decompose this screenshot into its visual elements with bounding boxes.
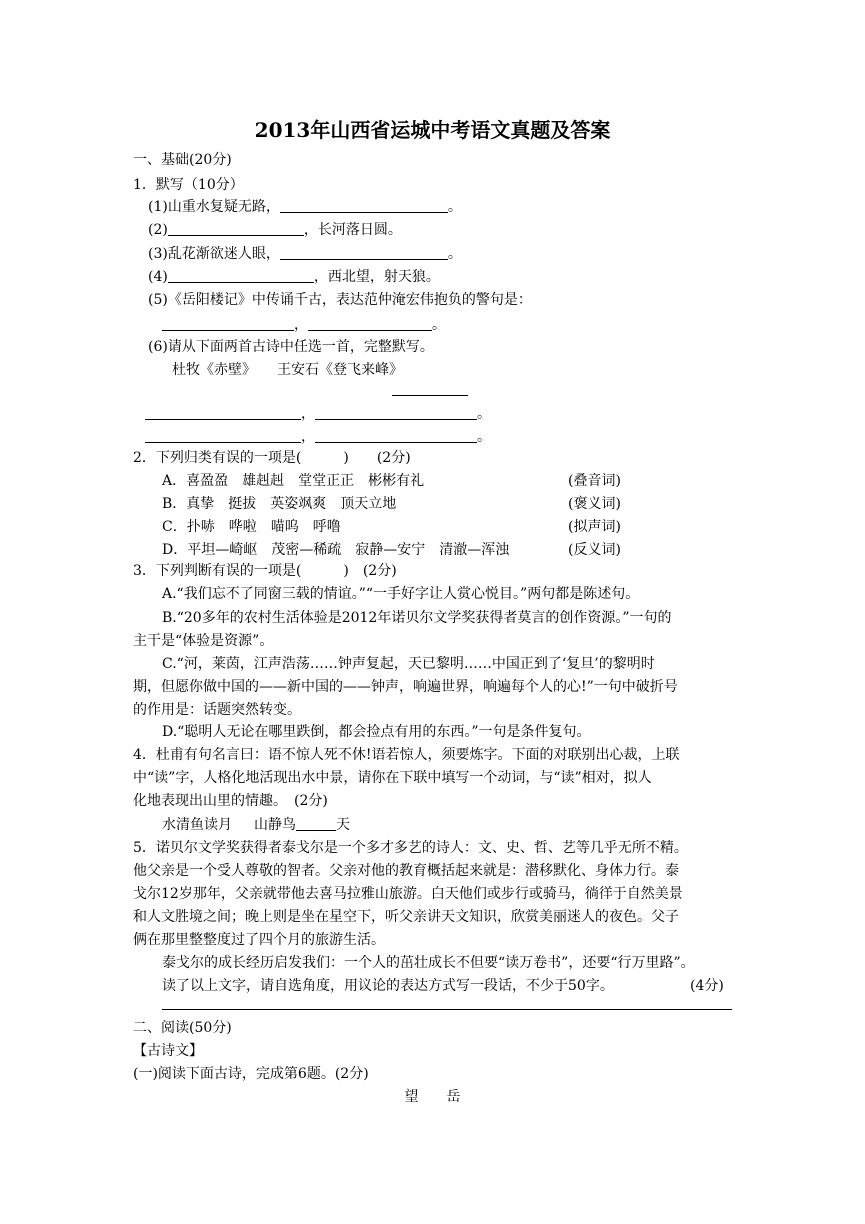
q1-item-6: (6)请从下面两首古诗中任选一首，完整默写。 xyxy=(148,339,434,355)
q4-line-2: 中“读”字，人格化地活现出水中景，请你在下联中填写一个动词，与“读”相对，拟人 xyxy=(133,770,652,786)
fill-blank[interactable] xyxy=(296,816,336,831)
q1-item-6-poems: 杜牧《赤壁》 王安石《登飞来峰》 xyxy=(172,362,403,378)
q4-line-3: 化地表现出山里的情趣。 (2分) xyxy=(133,793,328,809)
q5-line-1: 5．诺贝尔文学奖获得者泰戈尔是一个多才多艺的诗人：文、史、哲、艺等几乎无所不精。 xyxy=(133,840,688,856)
couplet-lower-start: 山静鸟 xyxy=(254,817,296,833)
q1-item-4 xyxy=(148,267,440,287)
q2-option-b-tag: (褒义词) xyxy=(568,496,621,512)
q4-line-1: 4．杜甫有句名言曰：语不惊人死不休!语若惊人，须要炼字。下面的对联别出心裁，上联 xyxy=(133,747,680,763)
fill-blank[interactable] xyxy=(392,381,468,396)
q3-option-b-line-2: 主干是“体验是资源”。 xyxy=(133,633,274,649)
q1-item-3-text: (3)乱花渐欲迷人眼， xyxy=(148,246,280,262)
fill-blank[interactable] xyxy=(280,245,448,260)
q1-item-2 xyxy=(148,220,402,240)
q1-item-1-text: (1)山重水复疑无路， xyxy=(148,199,280,215)
q1-item-2-num: (2) xyxy=(148,222,168,238)
fill-blank[interactable] xyxy=(145,428,301,443)
q3-heading: 3．下列判断有误的一项是( ) (2分) xyxy=(133,563,397,579)
section-2-heading: 二、阅读(50分) xyxy=(133,1020,232,1036)
q1-item-1 xyxy=(148,197,462,217)
couplet-upper: 水清鱼读月 xyxy=(162,817,232,833)
q5-line-4: 和人文胜境之间；晚上则是坐在星空下，听父亲讲天文知识，欣赏美丽迷人的夜色。父子 xyxy=(133,909,679,925)
section-2-part-1: (一)阅读下面古诗，完成第6题。(2分) xyxy=(133,1066,369,1082)
couplet-lower-end: 天 xyxy=(336,817,350,833)
comma: ， xyxy=(301,406,315,422)
q1-heading: 1．默写（10分） xyxy=(133,177,244,193)
q3-option-c-line-3: 的作用是：话题突然转变。 xyxy=(133,702,301,718)
fill-blank[interactable] xyxy=(168,268,314,283)
fill-blank[interactable] xyxy=(162,316,294,331)
q1-item-5: (5)《岳阳楼记》中传诵千古，表达范仲淹宏伟抱负的警句是： xyxy=(148,292,532,308)
q5-line-5: 俩在那里整整度过了四个月的旅游生活。 xyxy=(133,932,385,948)
comma: ， xyxy=(294,317,308,333)
poem-title: 望 岳 xyxy=(404,1089,461,1105)
q1-item-3 xyxy=(148,244,462,264)
q5-line-3: 戈尔12岁那年，父亲就带他去喜马拉雅山旅游。白天他们或步行或骑马，徜徉于自然美景 xyxy=(133,886,683,902)
q1-item-1-end: 。 xyxy=(447,199,462,215)
fill-blank[interactable] xyxy=(280,198,448,213)
q5-score: (4分) xyxy=(690,978,724,994)
poem-line-2 xyxy=(145,427,491,447)
q2-option-d: D．平坦—崎岖 茂密—稀疏 寂静—安宁 清澈—浑浊 xyxy=(162,542,510,558)
q2-option-c-tag: (拟声词) xyxy=(568,519,621,535)
period: 。 xyxy=(477,429,491,445)
q5-line-7: 读了以上文字，请自选角度，用议论的表达方式写一段话，不少于50字。 xyxy=(162,978,614,994)
q3-option-a: A.“我们忘不了同窗三载的情谊。”“一手好字让人赏心悦目。”两句都是陈述句。 xyxy=(162,586,640,602)
q2-option-c: C．扑哧 哗啦 喵呜 呼噜 xyxy=(162,519,341,535)
q2-option-d-tag: (反义词) xyxy=(568,542,621,558)
q1-item-2-text: ，长河落日圆。 xyxy=(303,222,402,238)
section-2-subheading: 【古诗文】 xyxy=(133,1043,203,1059)
fill-blank[interactable] xyxy=(315,405,477,420)
fill-blank[interactable] xyxy=(315,428,477,443)
q3-option-c-line-2: 期，但愿你做中国的——新中国的——钟声，响遍世界，响遍每个人的心!”一句中破折号 xyxy=(133,679,678,695)
q2-heading: 2．下列归类有误的一项是( ) (2分) xyxy=(133,450,411,466)
q2-option-a-tag: (叠音词) xyxy=(568,473,621,489)
fill-blank[interactable] xyxy=(308,316,432,331)
q5-line-6: 泰戈尔的成长经历启发我们：一个人的茁壮成长不但要“读万卷书”，还要“行万里路”。 xyxy=(162,955,695,971)
answer-line[interactable] xyxy=(162,1009,732,1010)
q2-option-a: A．喜盈盈 雄赳赳 堂堂正正 彬彬有礼 xyxy=(162,473,425,489)
page-title: 2013年山西省运城中考语文真题及答案 xyxy=(254,118,611,142)
q4-couplet xyxy=(162,815,350,835)
fill-blank[interactable] xyxy=(145,405,301,420)
q2-option-b: B．真挚 挺拔 英姿飒爽 顶天立地 xyxy=(162,496,397,512)
period: 。 xyxy=(477,406,491,422)
q3-option-c-line-1: C.“河，莱茵，江声浩荡……钟声复起，天已黎明……中国正到了‘复旦’的黎明时 xyxy=(162,656,655,672)
q3-option-d: D.“聪明人无论在哪里跌倒，都会捡点有用的东西。”一句是条件复句。 xyxy=(162,724,591,740)
poem-line-1 xyxy=(145,404,491,424)
q1-item-5-blanks xyxy=(162,315,446,335)
comma: ， xyxy=(301,429,315,445)
q1-item-4-num: (4) xyxy=(148,269,168,285)
q5-line-2: 他父亲是一个受人尊敬的智者。父亲对他的教育概括起来就是：潜移默化、身体力行。泰 xyxy=(133,863,679,879)
q1-item-4-text: ，西北望，射天狼。 xyxy=(313,269,440,285)
poem-title-blank xyxy=(392,380,468,400)
fill-blank[interactable] xyxy=(168,221,304,236)
period: 。 xyxy=(432,317,446,333)
q3-option-b-line-1: B.“20多年的农村生活体验是2012年诺贝尔文学奖获得者莫言的创作资源。”一句的 xyxy=(162,610,672,626)
section-1-heading: 一、基础(20分) xyxy=(133,152,232,168)
q1-item-3-end: 。 xyxy=(447,246,462,262)
